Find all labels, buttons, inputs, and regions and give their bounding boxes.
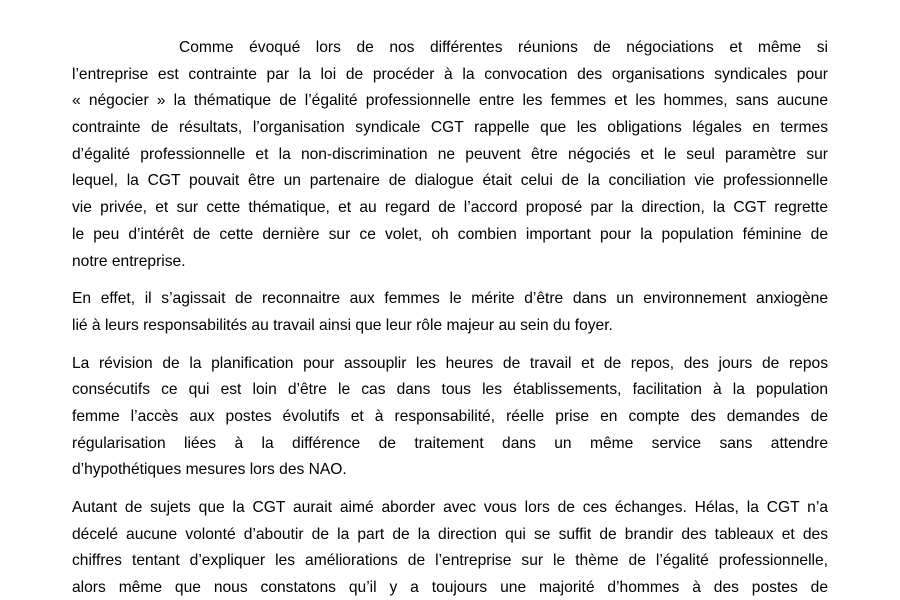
text-line: Comme évoqué lors de nos différentes réunions de négociations et même si [179, 39, 828, 56]
text-line: Autant de sujets que la CGT aurait aimé aborder avec vous lors de ces échanges. Hélas, la CGT n’a [72, 499, 828, 516]
text-line: régularisation liées à la différence de traitement dans un même service sans attendre [72, 434, 828, 452]
document-body [72, 35, 828, 600]
paragraph-3 [72, 351, 828, 484]
text-line: La révision de la planification pour assouplir les heures de travail et de repos, des jours de repos [72, 354, 828, 372]
paragraph-4 [72, 495, 828, 600]
text-line: En effet, il s’agissait de reconnaitre aux femmes le mérite d’être dans un environnement anxiogène [72, 290, 828, 308]
text-line: consécutifs ce qui est loin d’être le cas dans tous les établissements, facilitation à la population [72, 381, 828, 399]
text-line: alors même que nous constatons qu’il y a toujours une majorité d’hommes à des postes de [72, 579, 828, 597]
text-line: d’égalité professionnelle et la non-discrimination ne peuvent être négociés et le seul paramètre sur [72, 145, 828, 163]
text-line: lequel, la CGT pouvait être un partenaire de dialogue était celui de la conciliation vie professionnelle [72, 172, 828, 190]
text-line: lié à leurs responsabilités au travail ainsi que leur rôle majeur au sein du foyer. [72, 316, 613, 334]
text-line: « négocier » la thématique de l’égalité professionnelle entre les femmes et les hommes, sans aucune [72, 92, 828, 110]
text-line: vie privée, et sur cette thématique, et au regard de l’accord proposé par la direction, la CGT regrette [72, 199, 828, 217]
text-line: le peu d’intérêt de cette dernière sur ce volet, oh combien important pour la population féminine de [72, 225, 828, 243]
text-line: chiffres tentant d’expliquer les améliorations de l’entreprise sur le thème de l’égalité professionnelle, [72, 552, 828, 570]
text-line: notre entreprise. [72, 252, 186, 270]
text-line: d’hypothétiques mesures lors des NAO. [72, 461, 347, 479]
text-line: contrainte de résultats, l’organisation syndicale CGT rappelle que les obligations légales en termes [72, 119, 828, 137]
text-line: décelé aucune volonté d’aboutir de la part de la direction qui se suffit de brandir des tableaux et des [72, 525, 828, 543]
text-line: l’entreprise est contrainte par la loi de procéder à la convocation des organisations syndicales pour [72, 65, 828, 83]
paragraph-2 [72, 286, 828, 339]
paragraph-1 [72, 35, 828, 275]
text-line: femme l’accès aux postes évolutifs et à responsabilité, réelle prise en compte des demandes de [72, 407, 828, 425]
